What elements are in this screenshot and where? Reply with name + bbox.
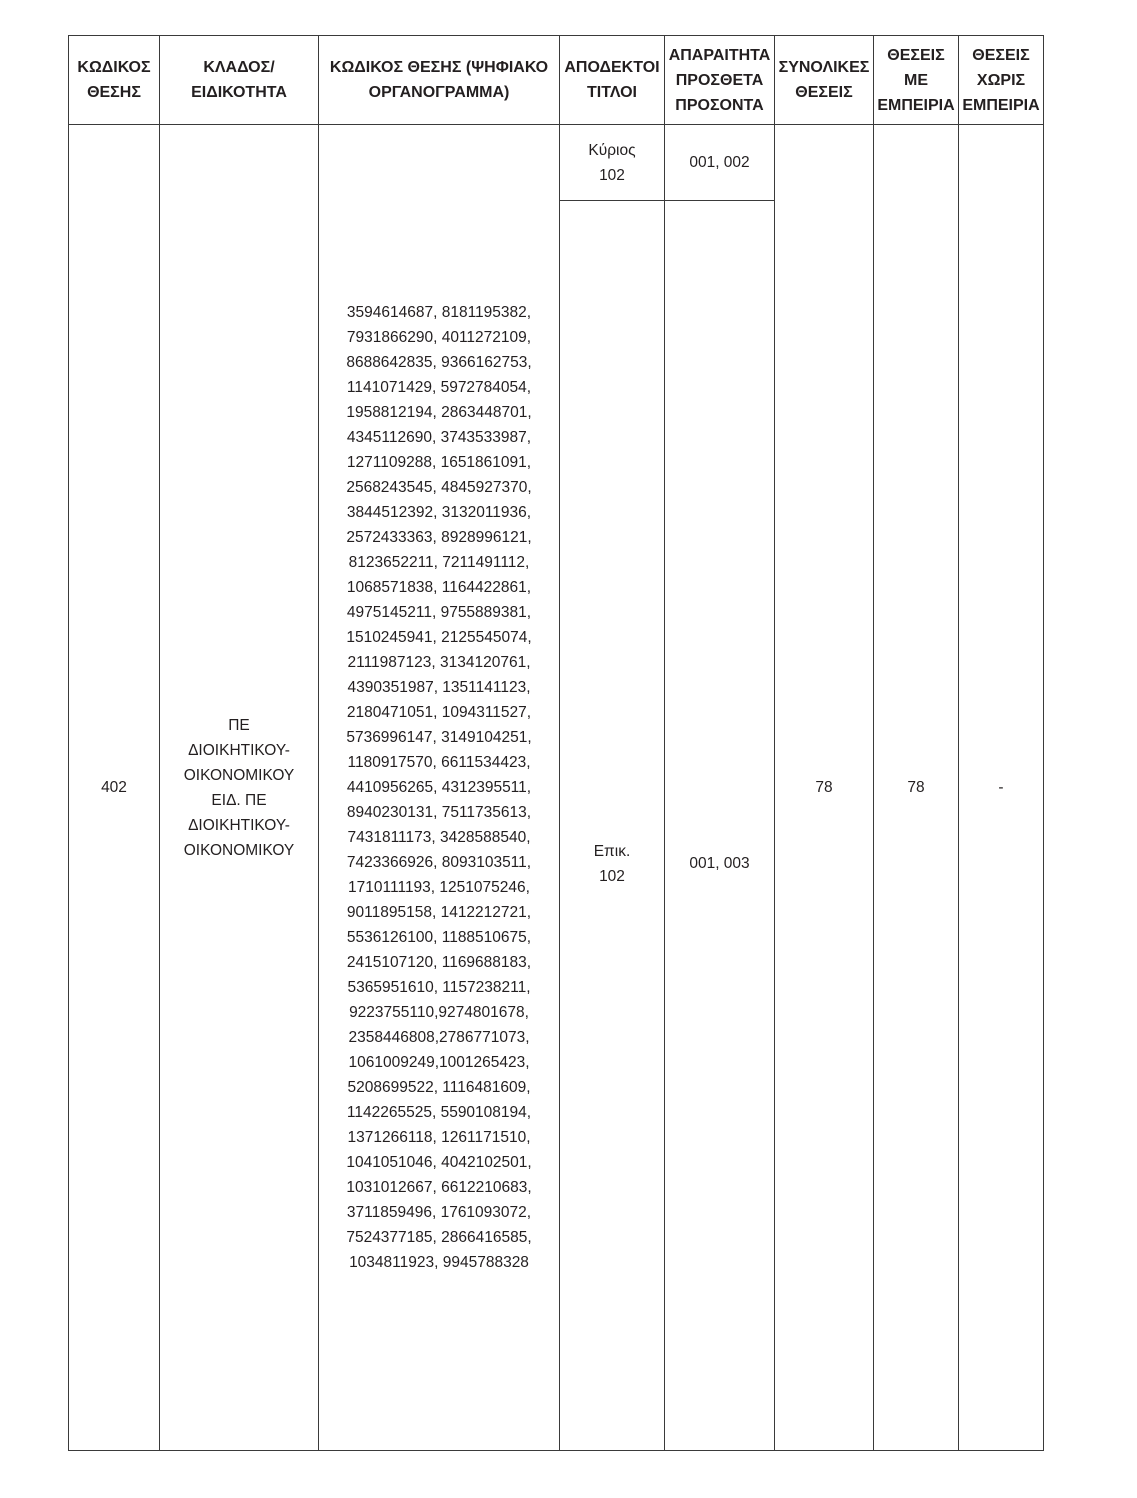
digital-code-line: 3711859496, 1761093072, [346,1204,532,1221]
digital-code-line: 1271109288, 1651861091, [346,454,532,471]
digital-code-line: 8123652211, 7211491112, [348,554,530,571]
digital-code-line: 1061009249,1001265423, [348,1054,530,1071]
position-code-cell: 402 [69,125,160,1451]
header-total-positions: ΣΥΝΟΛΙΚΕΣ ΘΕΣΕΙΣ [775,36,874,125]
digital-code-line: 1710111193, 1251075246, [348,879,530,896]
positions-table [68,35,1044,1451]
digital-code-line: 1371266118, 1261171510, [347,1129,531,1146]
header-digital-code: ΚΩΔΙΚΟΣ ΘΕΣΗΣ (ΨΗΦΙΑΚΟ ΟΡΓΑΝΟΓΡΑΜΜΑ) [319,36,560,125]
digital-code-line: 1510245941, 2125545074, [346,629,532,646]
total-positions-cell: 78 [775,125,874,1451]
header-accepted-titles: ΑΠΟΔΕΚΤΟΙ ΤΙΤΛΟΙ [560,36,665,125]
digital-code-line: 9011895158, 1412212721, [346,904,532,921]
digital-code-line: 1958812194, 2863448701, [346,404,532,421]
digital-code-line: 1034811923, 9945788328 [349,1254,529,1271]
digital-code-line: 5365951610, 1157238211, [347,979,531,996]
digital-code-line: 1031012667, 6612210683, [346,1179,532,1196]
digital-code-line: 3844512392, 3132011936, [346,504,532,521]
digital-code-line: 4390351987, 1351141123, [347,679,531,696]
qualifications-secondary-cell: 001, 003 [665,201,775,1451]
digital-code-line: 1142265525, 5590108194, [346,1104,532,1121]
digital-code-line: 1068571838, 1164422861, [346,579,532,596]
header-row [69,36,1044,125]
digital-code-line: 1041051046, 4042102501, [346,1154,532,1171]
digital-code-line: 5736996147, 3149104251, [346,729,532,746]
header-without-experience: ΘΕΣΕΙΣ ΧΩΡΙΣ ΕΜΠΕΙΡΙΑ [959,36,1044,125]
digital-code-line: 5536126100, 1188510675, [346,929,532,946]
digital-code-line: 7431811173, 3428588540, [347,829,531,846]
digital-code-line: 2358446808,2786771073, [348,1029,530,1046]
digital-code-line: 8940230131, 7511735613, [346,804,532,821]
with-experience-cell: 78 [874,125,959,1451]
title-main-cell: Κύριος 102 [560,125,665,201]
digital-code-line: 9223755110,9274801678, [349,1004,529,1021]
digital-code-line: 7931866290, 4011272109, [346,329,532,346]
table-row [69,125,1044,201]
digital-code-line: 3594614687, 8181195382, [346,304,532,321]
digital-code-line: 2568243545, 4845927370, [346,479,532,496]
specialty-cell: ΠΕ ΔΙΟΙΚΗΤΙΚΟΥ- ΟΙΚΟΝΟΜΙΚΟΥ ΕΙΔ. ΠΕ ΔΙΟΙΚΗΤΙΚΟΥ- ΟΙΚΟΝΟΜΙΚΟΥ [160,125,319,1451]
without-experience-cell: - [959,125,1044,1451]
digital-code-line: 5208699522, 1116481609, [347,1079,531,1096]
digital-code-line: 1180917570, 6611534423, [347,754,531,771]
digital-code-line: 4345112690, 3743533987, [346,429,532,446]
digital-code-line: 8688642835, 9366162753, [346,354,532,371]
digital-code-line: 7423366926, 8093103511, [346,854,532,871]
digital-code-line: 2111987123, 3134120761, [347,654,531,671]
digital-code-line: 7524377185, 2866416585, [346,1229,532,1246]
digital-code-line: 1141071429, 5972784054, [346,379,532,396]
header-specialty: ΚΛΑΔΟΣ/ ΕΙΔΙΚΟΤΗΤΑ [160,36,319,125]
digital-code-line: 2572433363, 8928996121, [346,529,532,546]
digital-code-line: 2180471051, 1094311527, [346,704,532,721]
header-required-qualifications: ΑΠΑΡΑΙΤΗΤΑ ΠΡΟΣΘΕΤΑ ΠΡΟΣΟΝΤΑ [665,36,775,125]
header-with-experience: ΘΕΣΕΙΣ ΜΕ ΕΜΠΕΙΡΙΑ [874,36,959,125]
header-position-code: ΚΩΔΙΚΟΣ ΘΕΣΗΣ [69,36,160,125]
digital-codes-cell [319,125,560,1451]
digital-code-line: 4410956265, 4312395511, [346,779,532,796]
qualifications-main-cell: 001, 002 [665,125,775,201]
title-secondary-cell: Επικ. 102 [560,201,665,1451]
digital-code-line: 2415107120, 1169688183, [346,954,532,971]
digital-code-line: 4975145211, 9755889381, [346,604,532,621]
